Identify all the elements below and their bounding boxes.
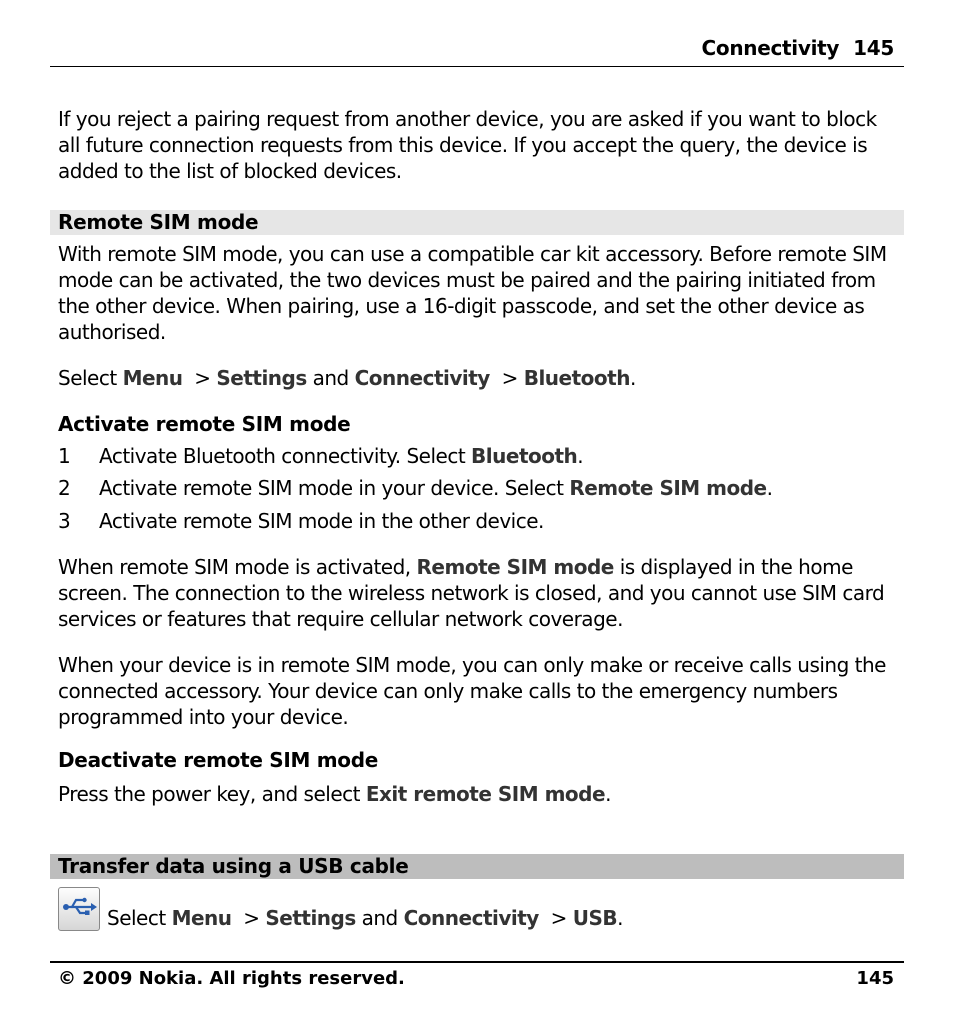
and-word: and: [361, 906, 398, 930]
running-head: [702, 36, 894, 60]
remote-sim-mode-label: Remote SIM mode: [416, 555, 614, 579]
period: .: [629, 366, 636, 390]
subheading-deactivate: Deactivate remote SIM mode: [58, 748, 379, 772]
remote-sim-paragraph: With remote SIM mode, you can use a compatible car kit accessory. Before remote SIM mode can be activated, the two devices must be paired and the pairing initiated from the other device. When pairing, use a 16-digit passcode, and set the other device as authorised.: [58, 242, 887, 344]
exit-remote-sim-label: Exit remote SIM mode: [365, 782, 606, 806]
copyright-text: © 2009 Nokia. All rights reserved.: [58, 968, 405, 989]
para-text: When remote SIM mode is activated,: [58, 555, 411, 579]
deactivate-instruction: [58, 781, 611, 807]
running-head-page: 145: [853, 36, 894, 60]
section-heading-usb: Transfer data using a USB cable: [58, 854, 409, 878]
and-word: and: [312, 366, 349, 390]
path-arrow: >: [243, 906, 260, 930]
period: .: [605, 782, 611, 806]
path-arrow: >: [550, 906, 567, 930]
section-heading-remote-sim: Remote SIM mode: [58, 210, 259, 234]
remote-sim-activated-paragraph: [58, 554, 904, 632]
path-arrow: >: [194, 366, 211, 390]
settings-label: Settings: [216, 366, 307, 390]
remote-sim-calls-paragraph: When your device is in remote SIM mode, you can only make or receive calls using the connected accessory. Your device can only make calls to the emergency numbers programmed into your device.: [58, 653, 886, 729]
step-bold: Bluetooth: [471, 444, 578, 468]
page-footer: [50, 961, 904, 993]
select-word: Select: [107, 906, 166, 930]
step-text: Activate remote SIM mode in the other device.: [99, 509, 544, 533]
path-arrow: >: [501, 366, 518, 390]
intro-paragraph: If you reject a pairing request from another device, you are asked if you want to block all future connection requests from this device. If you accept the query, the device is added to the list of blocked devices.: [58, 107, 877, 183]
step-bold: Remote SIM mode: [569, 476, 767, 500]
page-header: [50, 36, 904, 67]
running-head-section: Connectivity: [701, 36, 840, 60]
period: .: [617, 906, 623, 930]
period: .: [766, 476, 773, 500]
instruction-text: Press the power key, and select: [58, 782, 360, 806]
connectivity-label: Connectivity: [403, 906, 539, 930]
select-path-bluetooth: [58, 365, 636, 391]
select-path-usb: [107, 905, 623, 931]
footer-page-number: 145: [856, 968, 894, 989]
bluetooth-label: Bluetooth: [523, 366, 630, 390]
usb-label: USB: [572, 906, 618, 930]
subheading-activate: Activate remote SIM mode: [58, 412, 351, 436]
section-bar-remote-sim: [50, 210, 904, 235]
period: .: [577, 444, 584, 468]
menu-label: Menu: [122, 366, 183, 390]
settings-label: Settings: [265, 906, 356, 930]
step-number: 1: [58, 444, 71, 468]
step-number: 2: [58, 476, 71, 500]
step-text: Activate remote SIM mode in your device. Select: [99, 476, 564, 500]
section-bar-usb: [50, 854, 904, 879]
para-text: is displayed in the home screen. The connection to the wireless network is closed, and you cannot use SIM card services or features that require cellular network coverage.: [58, 555, 885, 631]
step-text: Activate Bluetooth connectivity. Select: [99, 444, 466, 468]
select-word: Select: [58, 366, 117, 390]
menu-label: Menu: [171, 906, 232, 930]
connectivity-label: Connectivity: [354, 366, 490, 390]
usb-symbol-graphic: [59, 888, 99, 930]
step-number: 3: [58, 509, 71, 533]
usb-icon: [58, 887, 100, 931]
